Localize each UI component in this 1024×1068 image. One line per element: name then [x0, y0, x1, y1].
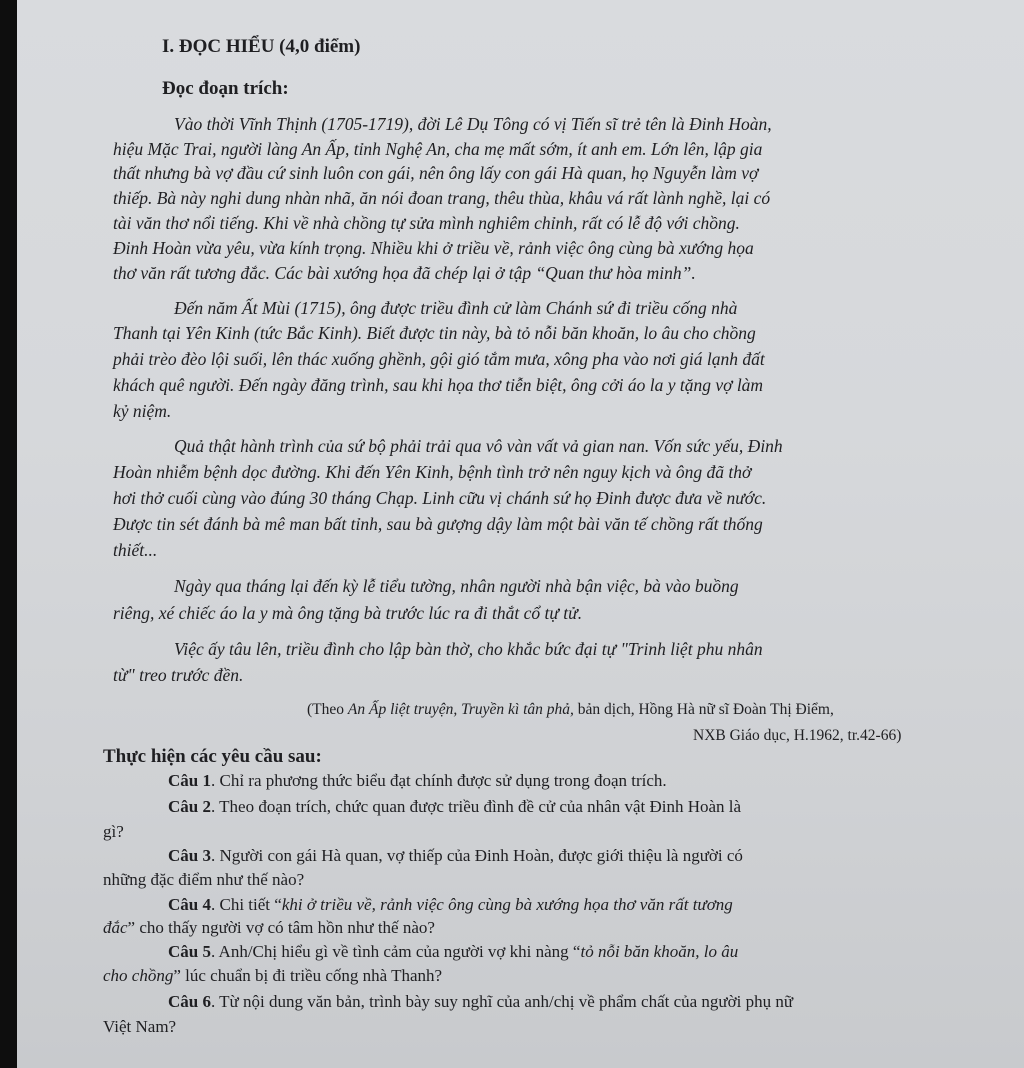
- question-6-cont: Việt Nam?: [103, 1017, 177, 1036]
- passage-line: Quả thật hành trình của sứ bộ phải trải qua vô vàn vất vả gian nan. Vốn sức yếu, Đinh: [174, 436, 783, 456]
- question-4-cont: đắc” cho thấy người vợ có tâm hồn như thế nào?: [103, 918, 435, 937]
- passage-line: Ngày qua tháng lại đến kỳ lễ tiểu tường, nhân người nhà bận việc, bà vào buồng: [174, 576, 739, 596]
- question-5: Câu 5. Anh/Chị hiểu gì về tình cảm của người vợ khi nàng “tỏ nỗi băn khoăn, lo âu: [168, 942, 739, 961]
- passage-line: Hoàn nhiễm bệnh dọc đường. Khi đến Yên Kinh, bệnh tình trở nên nguy kịch và ông đã thở: [113, 462, 752, 482]
- passage-line: riêng, xé chiếc áo la y mà ông tặng bà trước lúc ra đi thắt cổ tự tử.: [113, 603, 583, 623]
- passage-line: hiệu Mặc Trai, người làng An Ấp, tỉnh Nghệ An, cha mẹ mất sớm, ít anh em. Lớn lên, lập gia: [113, 139, 763, 159]
- passage-line: kỷ niệm.: [113, 401, 172, 421]
- passage-line: Vào thời Vĩnh Thịnh (1705-1719), đời Lê Dụ Tông có vị Tiến sĩ trẻ tên là Đinh Hoàn,: [174, 114, 772, 134]
- passage-line: thơ văn rất tương đắc. Các bài xướng họa đã chép lại ở tập “Quan thư hòa minh”.: [113, 263, 696, 283]
- question-3: Câu 3. Người con gái Hà quan, vợ thiếp của Đinh Hoàn, được giới thiệu là người có: [168, 846, 743, 865]
- passage-line: thiết...: [113, 540, 158, 560]
- passage-line: từ" treo trước đền.: [113, 665, 244, 685]
- citation-line-1: (Theo An Ấp liệt truyện, Truyền kì tân phả, bản dịch, Hồng Hà nữ sĩ Đoàn Thị Điểm,: [307, 701, 834, 718]
- passage-line: thất nhưng bà vợ đầu cứ sinh luôn con gái, nên ông lấy con gái Hà quan, họ Nguyễn làm vợ: [113, 163, 759, 183]
- question-4: Câu 4. Chi tiết “khi ở triều về, rảnh việc ông cùng bà xướng họa thơ văn rất tương: [168, 895, 733, 914]
- passage-line: Thanh tại Yên Kinh (tức Bắc Kinh). Biết được tin này, bà tỏ nỗi băn khoăn, lo âu cho chồng: [113, 323, 756, 343]
- passage-line: phải trèo đèo lội suối, lên thác xuống ghềnh, gội gió tắm mưa, xông pha vào nơi giá lạnh đất: [113, 349, 765, 369]
- passage-line: Được tin sét đánh bà mê man bất tỉnh, sau bà gượng dậy làm một bài văn tế chồng rất thống: [113, 514, 763, 534]
- reading-instruction: Đọc đoạn trích:: [162, 78, 289, 99]
- section-title: I. ĐỌC HIỂU (4,0 điểm): [162, 36, 361, 57]
- question-3-cont: những đặc điểm như thế nào?: [103, 870, 305, 889]
- citation-line-2: NXB Giáo dục, H.1962, tr.42-66): [693, 727, 902, 744]
- question-1: Câu 1. Chỉ ra phương thức biểu đạt chính được sử dụng trong đoạn trích.: [168, 771, 667, 790]
- question-2: Câu 2. Theo đoạn trích, chức quan được triều đình đề cử của nhân vật Đinh Hoàn là: [168, 797, 742, 816]
- tasks-heading: Thực hiện các yêu cầu sau:: [103, 746, 322, 767]
- passage-line: Đến năm Ất Mùi (1715), ông được triều đình cử làm Chánh sứ đi triều cống nhà: [174, 298, 738, 318]
- question-2-cont: gì?: [103, 822, 124, 841]
- passage-line: Đinh Hoàn vừa yêu, vừa kính trọng. Nhiều khi ở triều về, rảnh việc ông cùng bà xướng họa: [113, 238, 754, 258]
- passage-line: hơi thở cuối cùng vào đúng 30 tháng Chạp. Linh cữu vị chánh sứ họ Đinh được đưa về nước.: [113, 488, 767, 508]
- passage-line: thiếp. Bà này nghi dung nhàn nhã, ăn nói đoan trang, thêu thùa, khâu vá rất lành nghề, lại có: [113, 188, 771, 208]
- question-6: Câu 6. Từ nội dung văn bản, trình bày suy nghĩ của anh/chị về phẩm chất của người phụ nữ: [168, 992, 794, 1011]
- exam-paper: [17, 0, 1024, 1068]
- passage-line: khách quê người. Đến ngày đăng trình, sau khi họa thơ tiễn biệt, ông cởi áo la y tặng vợ làm: [113, 375, 764, 395]
- passage-line: tài văn thơ nổi tiếng. Khi về nhà chồng tự sửa mình nghiêm chỉnh, rất có lễ độ với chồng.: [113, 213, 740, 233]
- passage-line: Việc ấy tâu lên, triều đình cho lập bàn thờ, cho khắc bức đại tự "Trinh liệt phu nhân: [174, 639, 763, 659]
- question-5-cont: cho chồng” lúc chuẩn bị đi triều cống nhà Thanh?: [103, 966, 443, 985]
